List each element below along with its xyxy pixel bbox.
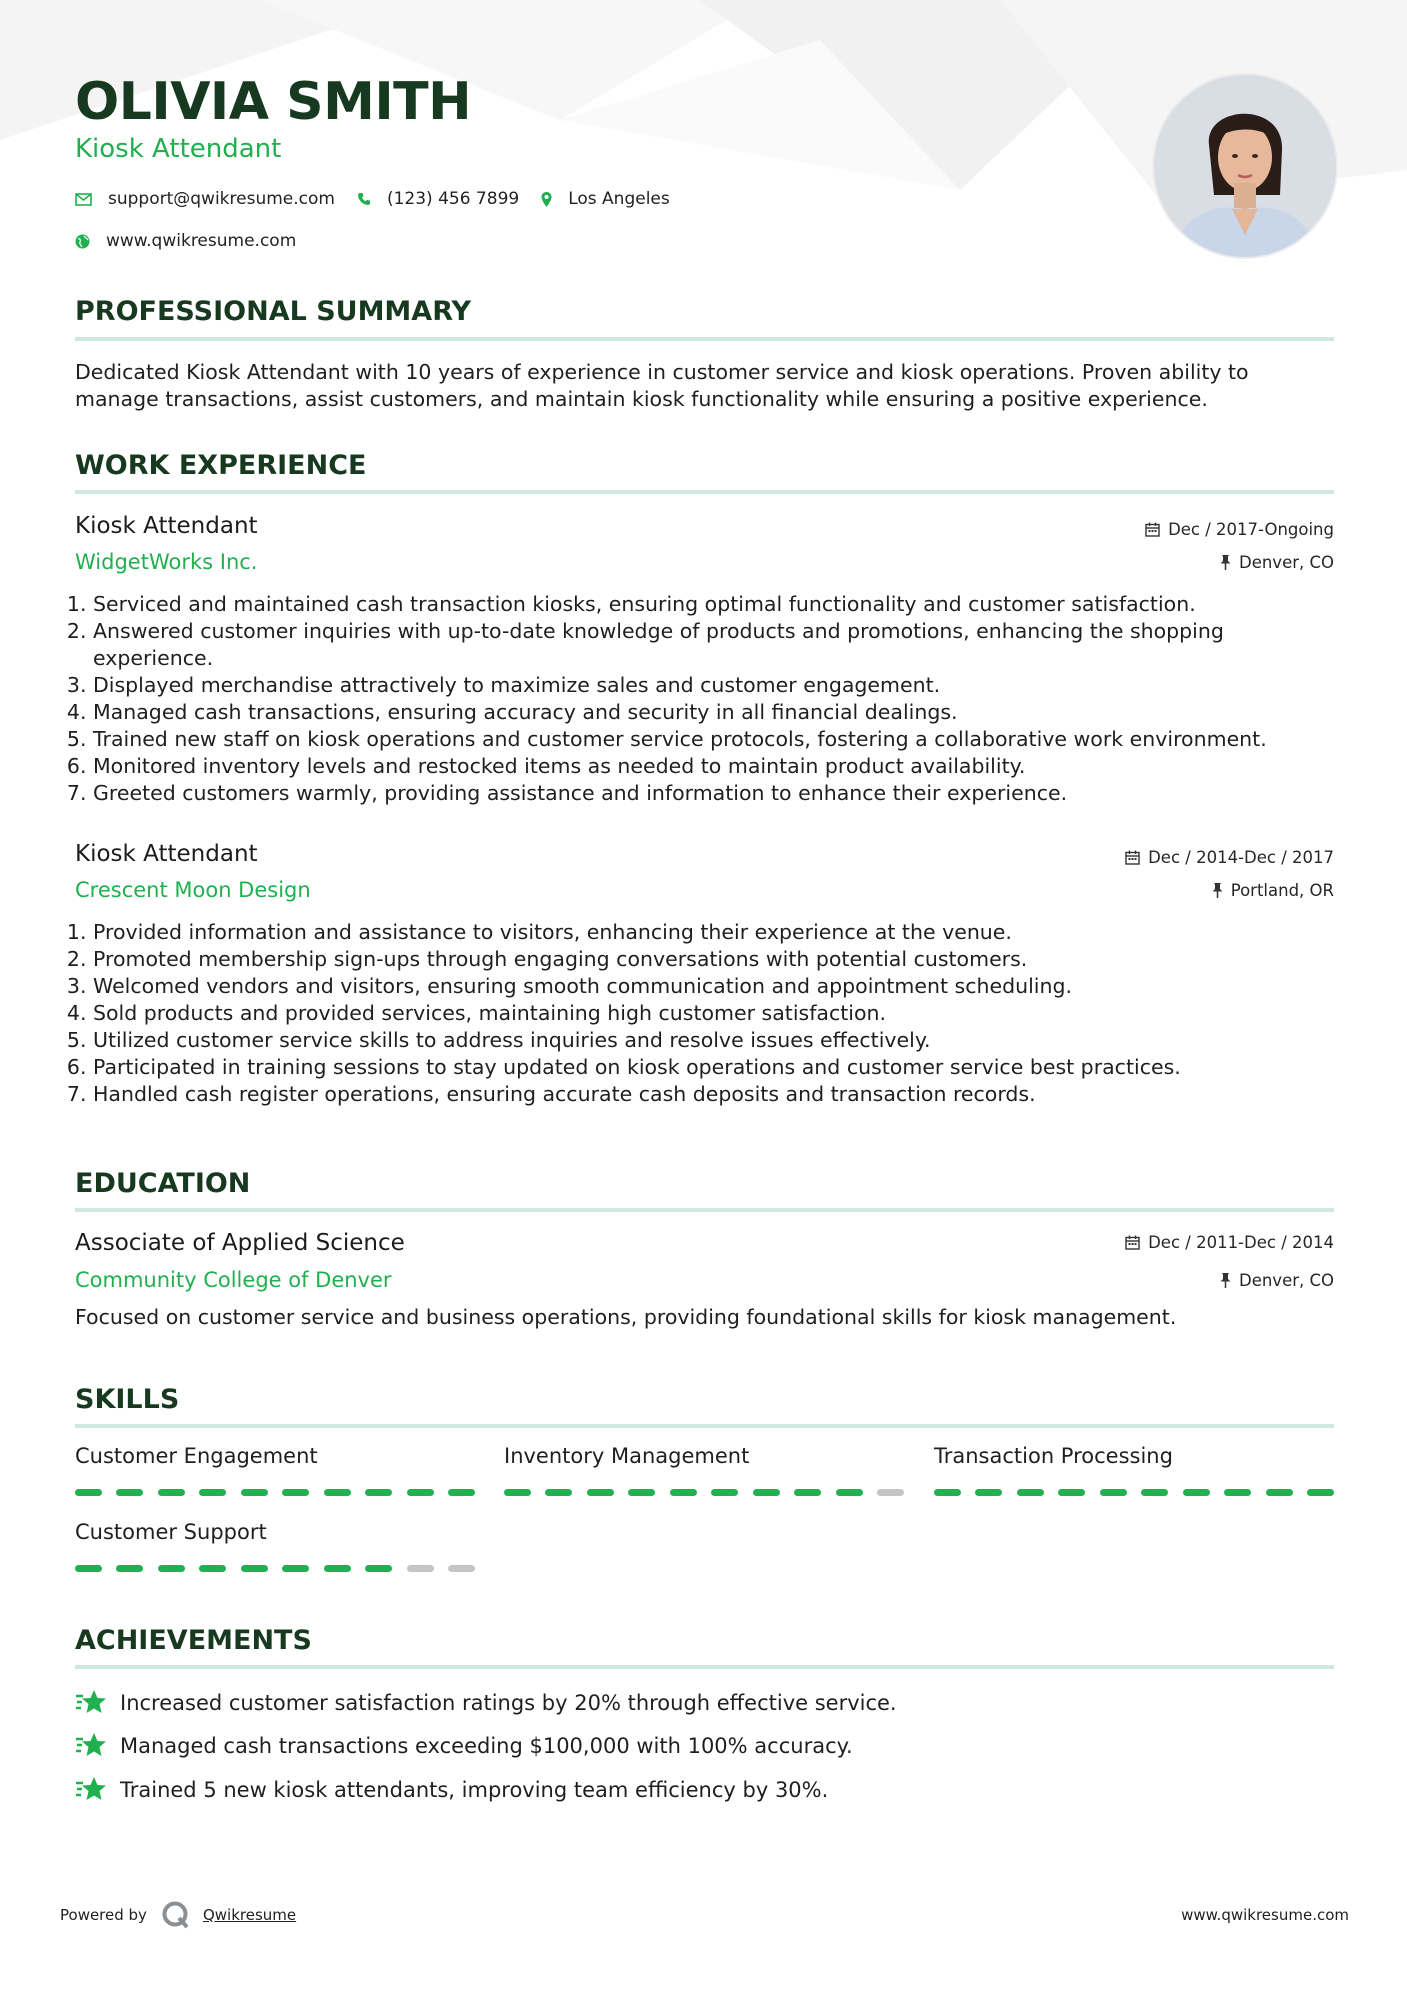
list-item: 3. Welcomed vendors and visitors, ensuring smooth communication and appointment scheduling.	[93, 973, 1343, 1000]
achievement-text: Trained 5 new kiosk attendants, improving team efficiency by 30%.	[120, 1777, 829, 1802]
achievement-item	[75, 1732, 853, 1759]
list-item: 2. Promoted membership sign-ups through engaging conversations with potential customers.	[93, 946, 1343, 973]
job-location	[1212, 881, 1334, 900]
skill-segment-filled	[1307, 1489, 1334, 1496]
phone-text: (123) 456 7899	[386, 189, 520, 209]
skill-segment-filled	[448, 1489, 475, 1496]
skill-segment-filled	[158, 1489, 185, 1496]
list-item: 2. Answered customer inquiries with up-to-date knowledge of products and promotions, enhancing the shopping experience.	[93, 618, 1343, 672]
achievements-heading: ACHIEVEMENTS	[75, 1625, 312, 1656]
calendar-icon	[1125, 1235, 1140, 1250]
school-name: Community College of Denver	[75, 1268, 392, 1292]
contact-row-2	[75, 231, 318, 251]
globe-icon	[75, 234, 90, 249]
job-location	[1220, 553, 1334, 572]
skill-segment-filled	[116, 1565, 143, 1572]
candidate-title: Kiosk Attendant	[75, 134, 282, 164]
skill-segment-filled	[282, 1489, 309, 1496]
contact-email[interactable]	[75, 189, 335, 209]
list-item: 7. Handled cash register operations, ensuring accurate cash deposits and transaction records.	[93, 1081, 1343, 1108]
skill-segment-filled	[794, 1489, 821, 1496]
skill-segment-filled	[670, 1489, 697, 1496]
list-item: 1. Provided information and assistance to visitors, enhancing their experience at the venue.	[93, 919, 1343, 946]
contact-row	[75, 189, 692, 209]
divider	[75, 1208, 1334, 1212]
skill-segment-filled	[199, 1565, 226, 1572]
pushpin-icon	[1220, 555, 1231, 570]
star-icon	[75, 1776, 106, 1803]
skill-item	[934, 1444, 1334, 1496]
contact-location	[541, 189, 670, 209]
website-text: www.qwikresume.com	[106, 231, 297, 251]
skill-segment-filled	[241, 1565, 268, 1572]
skill-segment-filled	[241, 1489, 268, 1496]
skill-segment-filled	[407, 1489, 434, 1496]
pushpin-icon	[1212, 883, 1223, 898]
skill-level-bar	[934, 1489, 1334, 1496]
summary-text: Dedicated Kiosk Attendant with 10 years of experience in customer service and kiosk operations. Proven ability to manage transactions, assist customers, and maintain kiosk functionality while ensuring a positive experience.	[75, 360, 1249, 411]
footer-powered-by	[60, 1900, 296, 1930]
skill-name: Customer Engagement	[75, 1444, 318, 1468]
education-dates-text: Dec / 2011-Dec / 2014	[1148, 1233, 1334, 1252]
company-name: Crescent Moon Design	[75, 878, 311, 902]
skill-segment-filled	[75, 1489, 102, 1496]
profile-photo	[1152, 73, 1338, 259]
education-location	[1220, 1271, 1334, 1290]
skill-segment-filled	[975, 1489, 1002, 1496]
skill-name: Customer Support	[75, 1520, 267, 1544]
skill-item	[75, 1444, 475, 1496]
phone-icon	[357, 192, 371, 206]
skill-segment-filled	[75, 1565, 102, 1572]
skill-segment-filled	[836, 1489, 863, 1496]
achievement-item	[75, 1776, 828, 1803]
list-item: 1. Serviced and maintained cash transaction kiosks, ensuring optimal functionality and customer satisfaction.	[93, 591, 1343, 618]
job-location-text: Denver, CO	[1238, 553, 1334, 572]
skill-segment-filled	[1100, 1489, 1127, 1496]
location-text: Los Angeles	[568, 189, 670, 209]
education-heading: EDUCATION	[75, 1168, 251, 1199]
job-dates	[1145, 520, 1334, 539]
envelope-icon	[75, 193, 92, 206]
job-title: Kiosk Attendant	[75, 841, 258, 867]
skill-segment-empty	[448, 1565, 475, 1572]
contact-phone[interactable]	[357, 189, 519, 209]
experience-heading: WORK EXPERIENCE	[75, 450, 367, 481]
list-item: 6. Participated in training sessions to stay updated on kiosk operations and customer service best practices.	[93, 1054, 1343, 1081]
skill-segment-filled	[1183, 1489, 1210, 1496]
skill-segment-filled	[1058, 1489, 1085, 1496]
map-pin-icon	[541, 192, 552, 207]
skill-segment-filled	[1141, 1489, 1168, 1496]
skill-segment-filled	[504, 1489, 531, 1496]
calendar-icon	[1145, 522, 1160, 537]
skill-segment-filled	[628, 1489, 655, 1496]
skill-segment-empty	[407, 1565, 434, 1572]
job-dates-text: Dec / 2014-Dec / 2017	[1148, 848, 1334, 867]
skill-level-bar	[75, 1565, 475, 1572]
contact-website[interactable]	[75, 231, 296, 251]
list-item: 6. Monitored inventory levels and restocked items as needed to maintain product availability.	[93, 753, 1343, 780]
skills-heading: SKILLS	[75, 1384, 180, 1415]
skill-level-bar	[504, 1489, 904, 1496]
skill-segment-filled	[711, 1489, 738, 1496]
skill-segment-filled	[116, 1489, 143, 1496]
skill-segment-filled	[365, 1489, 392, 1496]
calendar-icon	[1125, 850, 1140, 865]
list-item: 7. Greeted customers warmly, providing assistance and information to enhance their experience.	[93, 780, 1343, 807]
skill-segment-filled	[199, 1489, 226, 1496]
list-item: 5. Trained new staff on kiosk operations and customer service protocols, fostering a collaborative work environment.	[93, 726, 1343, 753]
skill-segment-filled	[1017, 1489, 1044, 1496]
pushpin-icon	[1220, 1273, 1231, 1288]
summary-heading: PROFESSIONAL SUMMARY	[75, 296, 472, 327]
education-dates	[1125, 1233, 1334, 1252]
achievement-text: Managed cash transactions exceeding $100,000 with 100% accuracy.	[120, 1733, 853, 1758]
skill-segment-filled	[365, 1565, 392, 1572]
skill-segment-filled	[753, 1489, 780, 1496]
education-location-text: Denver, CO	[1238, 1271, 1334, 1290]
company-name: WidgetWorks Inc.	[75, 550, 258, 574]
candidate-name: OLIVIA SMITH	[75, 72, 472, 132]
star-icon	[75, 1689, 106, 1716]
skill-segment-filled	[282, 1565, 309, 1572]
achievement-text: Increased customer satisfaction ratings by 20% through effective service.	[120, 1690, 897, 1715]
job-dates	[1125, 848, 1334, 867]
skill-segment-filled	[1224, 1489, 1251, 1496]
footer-website[interactable]: www.qwikresume.com	[1181, 1906, 1349, 1924]
duty-list	[75, 919, 1343, 1108]
degree-name: Associate of Applied Science	[75, 1230, 405, 1256]
skill-segment-filled	[587, 1489, 614, 1496]
skill-segment-filled	[1266, 1489, 1293, 1496]
skill-segment-filled	[545, 1489, 572, 1496]
achievement-item	[75, 1689, 897, 1716]
skill-segment-filled	[324, 1489, 351, 1496]
skill-item	[504, 1444, 904, 1496]
divider	[75, 337, 1334, 341]
skill-item	[75, 1520, 475, 1572]
list-item: 4. Managed cash transactions, ensuring accuracy and security in all financial dealings.	[93, 699, 1343, 726]
job-title: Kiosk Attendant	[75, 513, 258, 539]
brand-link[interactable]: Qwikresume	[202, 1906, 297, 1924]
powered-by-label: Powered by	[60, 1906, 147, 1924]
skill-segment-empty	[877, 1489, 904, 1496]
skill-segment-filled	[934, 1489, 961, 1496]
job-dates-text: Dec / 2017-Ongoing	[1168, 520, 1334, 539]
list-item: 3. Displayed merchandise attractively to maximize sales and customer engagement.	[93, 672, 1343, 699]
skill-name: Transaction Processing	[934, 1444, 1173, 1468]
email-text: support@qwikresume.com	[108, 189, 335, 209]
qwikresume-logo-icon	[161, 1900, 191, 1930]
skill-segment-filled	[158, 1565, 185, 1572]
job-location-text: Portland, OR	[1230, 881, 1334, 900]
education-description: Focused on customer service and business operations, providing foundational skills for kiosk management.	[75, 1305, 1177, 1329]
star-icon	[75, 1732, 106, 1759]
list-item: 4. Sold products and provided services, maintaining high customer satisfaction.	[93, 1000, 1343, 1027]
skill-level-bar	[75, 1489, 475, 1496]
skill-segment-filled	[324, 1565, 351, 1572]
duty-list	[75, 591, 1343, 807]
divider	[75, 1424, 1334, 1428]
divider	[75, 490, 1334, 494]
divider	[75, 1665, 1334, 1669]
skill-name: Inventory Management	[504, 1444, 750, 1468]
list-item: 5. Utilized customer service skills to address inquiries and resolve issues effectively.	[93, 1027, 1343, 1054]
